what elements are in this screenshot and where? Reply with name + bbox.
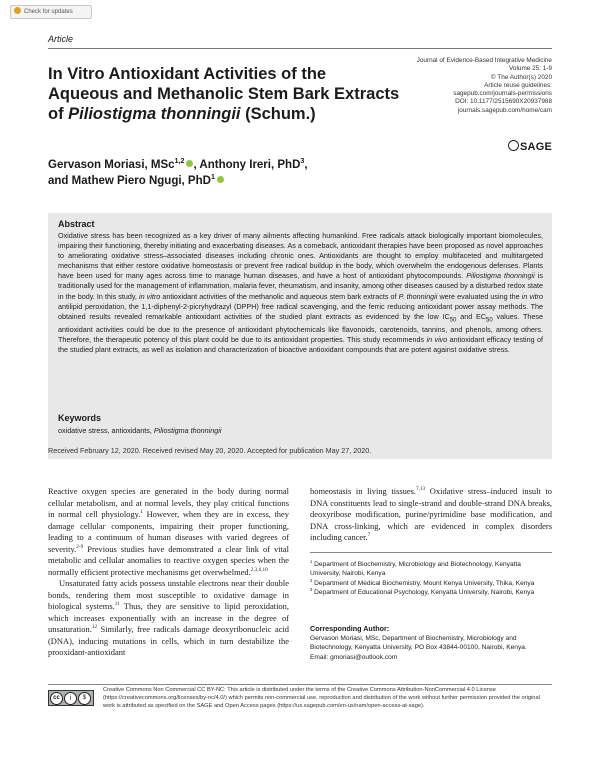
footnote-divider: [310, 552, 552, 553]
title-species: Piliostigma thonningii: [68, 105, 241, 123]
noncommercial-icon: $: [78, 692, 91, 705]
corresponding-author-email[interactable]: Email: gmoriasi@outlook.com: [310, 653, 398, 661]
body-column-left: [48, 486, 289, 659]
body-paragraph: homeostasis in living tissues.$^{7,13}$ Oxidative stress–induced insult to DNA constituents lead to single-strand and double-strand DNA breaks, deoxyribose modification, purine/pyrimidine base modification, and DNA cross-linking, which are evidenced in complex disorders including cancer.$^7$: [310, 486, 552, 542]
attribution-icon: i: [64, 692, 77, 705]
author-line-1: Gervason Moriasi, MSc$^{1,2}$ , Anthony Ireri, PhD$^3$,: [48, 157, 308, 171]
author-2: Anthony Ireri, PhD: [199, 159, 301, 171]
orcid-icon[interactable]: [186, 160, 193, 167]
affiliation-item: $^1$ Department of Biochemistry, Microbiology and Biotechnology, Kenyatta University, Nairobi, Kenya: [310, 558, 521, 578]
body-paragraph: Reactive oxygen species are generated in the body during normal cellular metabolism, and at normal levels, they play critical functions in normal cell physiology.$^1$ However, when they are in excess, they damage cellular components, impairing their proper functioning, leading to a continuum of human diseases with varied degrees of severity.$^{2-9}$ Previous studies have demonstrated a clear link of vital metabolic and cellular anomalies to reactive oxygen species when the normally efficient protective mechanisms get overwhelmed.$^{2,3,6,10}$: [48, 486, 289, 577]
author-1: Gervason Moriasi, MSc: [48, 159, 175, 171]
license-divider: [48, 684, 552, 685]
author-list: [48, 157, 378, 189]
abstract-text: Oxidative stress has been recognized as a key driver of many ailments affecting humankind. Free radicals attack biologically important biomolecules, impairing their functioning, thereby initiating and exacerbating diseases. As a comeback, antioxidant therapies have been proposed as novel approaches to ameliorating oxidative stress–associated diseases including chronic ones. Antioxidants are thought to employ multifaceted and multitargeted mechanisms that either restore oxidative homeostasis or prevent free radical buildup in the body, which overwhelm the endogenous defenses. Plants have been used for many ages across time to manage human diseases, and have a host of antioxidant phytocompounds. Piliostigma thonningii is traditionally used for the management of inflammation, malaria fever, rheumatism, and insanity, among other diseases caused by a disturbed redox state in the body. In this study, in vitro antioxidant activities of the methanolic and aqueous stem bark extracts of P. thonningii were evaluated using the in vitro antilipid peroxidation, the 1,1-diphenyl-2-picryhydrazyl (DPPH) free radical scavenging, and the ferric reducing antioxidant power assay methods. The obtained results revealed remarkable antioxidant activities of the studied plant extracts as evidenced by the low $IC_{50}$ and $EC_{50}$ values. These antioxidant activities could be due to the presence of antioxidant phytochemicals like flavonoids, carotenoids, tannins, and phenols, among others. Therefore, the therapeutic potency of this plant could be due to its antioxidant properties. This study recommends in vivo antioxidant efficacy testing of the studied plant extracts, as well as isolation and characterization of bioactive antioxidant compounds that are potent against oxidative stress.: [58, 231, 544, 355]
header-divider: [48, 48, 552, 49]
article-type-label: Article: [48, 34, 74, 44]
body-paragraph: Unsaturated fatty acids possess unstable electrons near their double bonds, rendering them most susceptible to oxidative damage in biological systems.$^{11}$ Thus, they are sensitive to lipid peroxidation, which increases exponentially with an increase in the degree of unsaturation.$^{12}$ Similarly, free radicals damage deoxyribonucleic acid (DNA), inducing mutations in cells, which in turn destabilize the prooxidant-antioxidant: [48, 578, 289, 657]
corresponding-author: [310, 634, 552, 662]
journal-home-link[interactable]: journals.sagepub.com/home/cam: [457, 106, 552, 114]
journal-name: Journal of Evidence-Based Integrative Medicine: [416, 57, 552, 64]
journal-permissions-link[interactable]: sagepub.com/journals-permissions: [453, 90, 552, 98]
cc-icon: cc: [50, 692, 63, 705]
orcid-icon[interactable]: [217, 176, 224, 183]
paper-title: [48, 64, 418, 124]
title-line-3: of Piliostigma thonningii (Schum.): [48, 105, 316, 123]
update-icon: [14, 7, 21, 14]
author-3: and Mathew Piero Ngugi, PhD: [48, 175, 211, 187]
journal-volume: Volume 25: 1-9: [509, 65, 552, 73]
body-column-right: [310, 486, 552, 544]
keywords-heading: Keywords: [58, 413, 102, 423]
license-text: Creative Commons Non Commercial CC BY-NC: This article is distributed under the terms of the Creative Commons Attribution-NonCommercial 4.0 License (https://creativecommons.org/licenses/by-nc/4.0/) which permits non-commercial use, reproduction and distribution of the work without further permission provided the original work is attributed as specified on the SAGE and Open Access pages (https://us.sagepub.com/en-us/nam/open-access-at-sage).: [103, 687, 540, 709]
sage-logo-icon: [508, 140, 519, 151]
keywords-text: oxidative stress, antioxidants, Piliostigma thonningii: [58, 426, 222, 435]
abstract-heading: Abstract: [58, 219, 95, 229]
affiliation-item: $^3$ Department of Educational Psychology, Kenyatta University, Nairobi, Kenya: [310, 586, 535, 596]
check-for-updates-badge[interactable]: Check for updates: [10, 5, 92, 19]
author-line-2: and Mathew Piero Ngugi, PhD$^1$: [48, 173, 378, 189]
affiliation-item: $^2$ Department of Medical Biochemistry, Mount Kenya University, Thika, Kenya: [310, 577, 535, 587]
title-line-1: In Vitro Antioxidant Activities of the: [48, 65, 327, 83]
received-dates: Received February 12, 2020. Received revised May 20, 2020. Accepted for publication May 27, 2020.: [48, 446, 372, 455]
corresponding-author-address: Gervason Moriasi, MSc, Department of Biochemistry, Microbiology and Biotechnology, Kenyatta University, PO Box 43844-00100, Nairobi, Kenya.: [310, 635, 527, 652]
journal-reuse-label: Article reuse guidelines:: [484, 81, 552, 89]
title-line-2: Aqueous and Methanolic Stem Bark Extracts: [48, 85, 400, 103]
journal-doi[interactable]: DOI: 10.1177/2515690X20937988: [455, 98, 552, 106]
corresponding-author-heading: Corresponding Author:: [310, 624, 390, 633]
cc-by-nc-badge[interactable]: [48, 690, 94, 706]
journal-copyright: © The Author(s) 2020: [490, 73, 552, 81]
sage-logo: SAGE: [508, 139, 552, 153]
affiliations: [310, 560, 552, 597]
journal-info: [402, 57, 552, 115]
